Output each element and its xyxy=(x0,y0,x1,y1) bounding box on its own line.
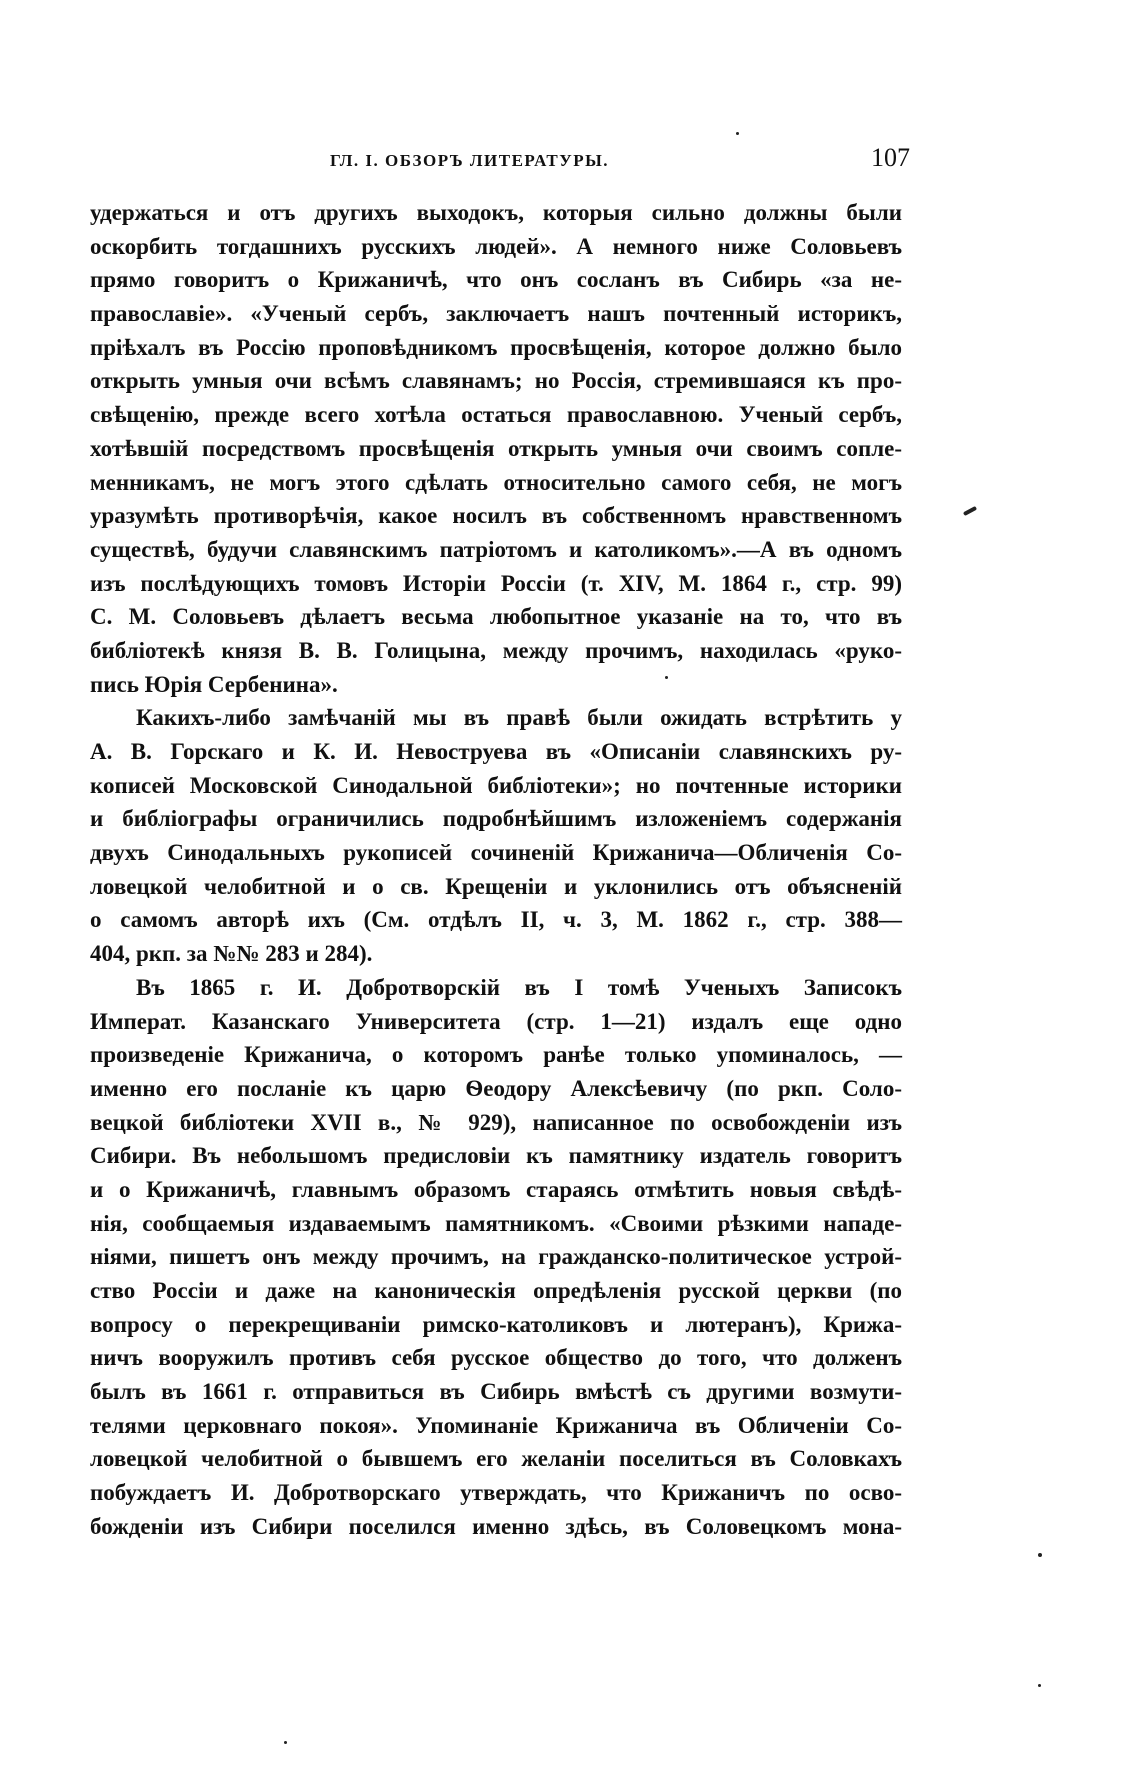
text-line: оскорбить тогдашнихъ русскихъ людей». А немного ниже Соловьевъ xyxy=(90,233,902,259)
text-line: хотѣвшій посредствомъ просвѣщенія открыть умныя очи своимъ сопле- xyxy=(90,435,902,461)
text-line: существѣ, будучи славянскимъ патріотомъ и католикомъ».—А въ одномъ xyxy=(90,536,902,562)
text-line: Сибири. Въ небольшомъ предисловіи къ памятнику издатель говоритъ xyxy=(90,1143,902,1169)
text-line: прямо говоритъ о Крижаничѣ, что онъ сосланъ въ Сибирь «за не- xyxy=(90,267,902,293)
text-line: свѣщенію, прежде всего хотѣла остаться православною. Ученый сербъ, xyxy=(90,402,902,428)
text-line: изъ послѣдующихъ томовъ Исторіи Россіи (т. XIV, М. 1864 г., стр. 99) xyxy=(90,570,902,596)
text-line: уразумѣть противорѣчія, какое носилъ въ собственномъ нравственномъ xyxy=(90,503,902,529)
page-speck xyxy=(284,1741,287,1744)
text-line: нія, сообщаемыя издаваемымъ памятникомъ. «Своими рѣзкими нападе- xyxy=(90,1210,902,1236)
body-text xyxy=(90,196,902,1544)
text-line: А. В. Горскаго и К. И. Невоструева въ «Описаніи славянскихъ ру- xyxy=(90,739,902,764)
text-line: пись Юрія Сербенина». xyxy=(90,671,338,697)
text-line: 404, ркп. за №№ 283 и 284). xyxy=(90,941,373,967)
text-line: ловецкой челобитной о бывшемъ его желаніи поселиться въ Соловкахъ xyxy=(90,1446,902,1472)
text-line: православіе». «Ученый сербъ, заключаетъ нашъ почтенный историкъ, xyxy=(90,301,902,327)
paragraph xyxy=(90,196,902,701)
text-line: божденіи изъ Сибири поселился именно здѣсь, въ Соловецкомъ мона- xyxy=(90,1513,902,1539)
text-line: ство Россіи и даже на каноническія опредѣленія русской церкви (по xyxy=(90,1278,902,1303)
text-line: именно его посланіе къ царю Ѳеодору Алексѣевичу (по ркп. Соло- xyxy=(90,1075,902,1101)
paragraph xyxy=(90,701,902,971)
text-line: менникамъ, не могъ этого сдѣлать относительно самого себя, не могъ xyxy=(90,469,902,495)
text-line: Какихъ-либо замѣчаній мы въ правѣ были ожидать встрѣтить у xyxy=(136,705,902,731)
text-line: двухъ Синодальныхъ рукописей сочиненій Крижанича—Обличенія Со- xyxy=(90,840,902,866)
text-line: Въ 1865 г. И. Добротворскій въ I томѣ Ученыхъ Записокъ xyxy=(136,974,902,1000)
text-line: ничъ вооружилъ противъ себя русское общество до того, что долженъ xyxy=(90,1345,902,1371)
text-line: и о Крижаничѣ, главнымъ образомъ стараясь отмѣтить новыя свѣдѣ- xyxy=(90,1176,902,1202)
text-line: былъ въ 1661 г. отправиться въ Сибирь вмѣстѣ съ другими возмути- xyxy=(90,1379,902,1405)
text-line: удержаться и отъ другихъ выходокъ, которыя сильно должны были xyxy=(90,200,902,225)
margin-pencil-mark xyxy=(963,506,977,516)
text-line: Императ. Казанскаго Университета (стр. 1—21) издалъ еще одно xyxy=(90,1008,902,1034)
text-line: телями церковнаго покоя». Упоминаніе Крижанича въ Обличеніи Со- xyxy=(90,1412,902,1438)
text-line: побуждаетъ И. Добротворскаго утверждать, что Крижаничъ по осво- xyxy=(90,1480,902,1506)
text-line: ніями, пишетъ онъ между прочимъ, на гражданско-политическое устрой- xyxy=(90,1244,902,1270)
text-line: ловецкой челобитной и о св. Крещеніи и уклонились отъ объясненій xyxy=(90,873,902,899)
page-speck xyxy=(665,676,668,679)
text-line: вопросу о перекрещиваніи римско-католиковъ и лютеранъ), Крижа- xyxy=(90,1311,902,1337)
page-speck xyxy=(1038,1684,1041,1687)
running-head xyxy=(90,143,910,183)
paragraph xyxy=(90,971,902,1544)
text-line: и библіографы ограничились подробнѣйшимъ изложеніемъ содержанія xyxy=(90,806,902,832)
text-line: вецкой библіотеки XVII в., № 929), написанное по освобожденіи изъ xyxy=(90,1109,902,1135)
text-line: С. М. Соловьевъ дѣлаетъ весьма любопытное указаніе на то, что въ xyxy=(90,604,902,630)
page-number: 107 xyxy=(871,143,910,172)
text-line: пріѣхалъ въ Россію проповѣдникомъ просвѣщенія, которое должно было xyxy=(90,334,902,360)
running-title: ГЛ. I. ОБЗОРЪ ЛИТЕРАТУРЫ. xyxy=(330,151,610,170)
page-speck xyxy=(736,132,739,135)
text-line: о самомъ авторѣ ихъ (См. отдѣлъ II, ч. 3, М. 1862 г., стр. 388— xyxy=(90,907,902,933)
text-line: кописей Московской Синодальной библіотеки»; но почтенные историки xyxy=(90,772,902,798)
text-line: произведеніе Крижанича, о которомъ ранѣе только упоминалось, — xyxy=(90,1042,902,1068)
text-line: библіотекѣ князя В. В. Голицына, между прочимъ, находилась «руко- xyxy=(90,637,902,663)
text-line: открыть умныя очи всѣмъ славянамъ; но Россія, стремившаяся къ про- xyxy=(90,368,902,394)
page-speck xyxy=(1038,1553,1042,1557)
